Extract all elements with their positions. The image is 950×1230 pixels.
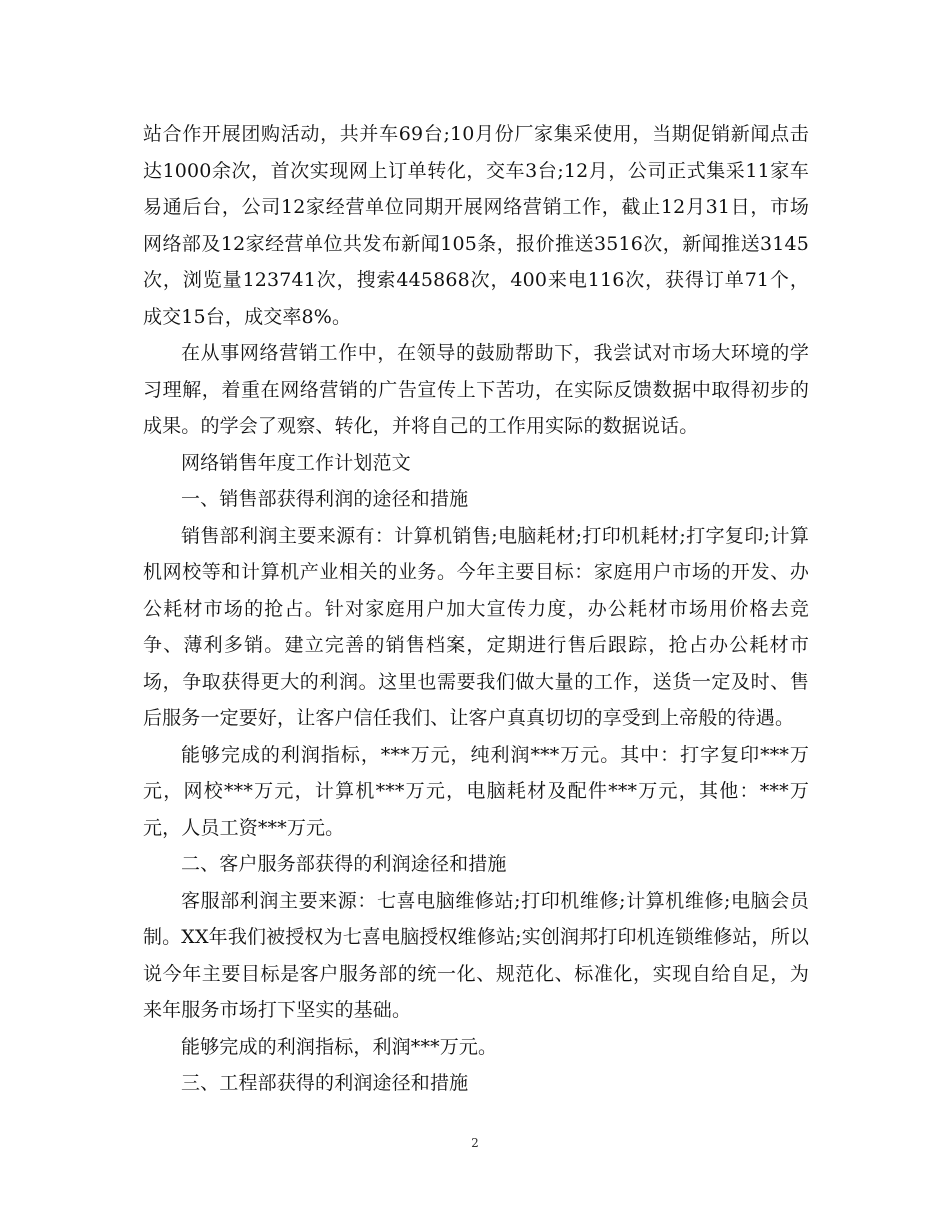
heading-engineering-department: 三、工程部获得的利润途径和措施 bbox=[181, 1072, 469, 1094]
paragraph-sales-profit-sources: 销售部利润主要来源有：计算机销售;电脑耗材;打印机耗材;打字复印;计算机网校等和计算机产业相关的业务。今年主要目标：家庭用户市场的开发、办公耗材市场的抢占。针对家庭用户加大宣传力度，办公耗材市场用价格去竞争、薄利多销。建立完善的销售档案，定期进行售后跟踪，抢占办公耗材市场，争取获得更大的利润。这里也需要我们做大量的工作，送货一定及时、售后服务一定要好，让客户信任我们、让客户真真切切的享受到上帝般的待遇。 bbox=[143, 524, 809, 729]
heading-sales-department: 一、销售部获得利润的途径和措施 bbox=[181, 488, 469, 510]
heading-customer-service-department: 二、客户服务部获得的利润途径和措施 bbox=[181, 853, 507, 875]
paragraph-service-profit-targets: 能够完成的利润指标，利润***万元。 bbox=[181, 1035, 498, 1058]
paragraph-1: 站合作开展团购活动，共并车69台;10月份厂家集采使用，当期促销新闻点击达1000余次，首次实现网上订单转化，交车3台;12月，公司正式集采11家车易通后台，公司12家经营单位同期开展网络营销工作，截止12月31日，市场网络部及12家经营单位共发布新闻105条，报价推送3516次，新闻推送3145次，浏览量123741次，搜索445868次，400来电116次，获得订单71个，成交15台，成交率8%。 bbox=[143, 123, 809, 328]
document-body bbox=[143, 116, 809, 1102]
section-title: 网络销售年度工作计划范文 bbox=[181, 451, 411, 474]
paragraph-sales-profit-targets: 能够完成的利润指标，***万元，纯利润***万元。其中：打字复印***万元，网校***万元，计算机***万元，电脑耗材及配件***万元，其他：***万元，人员工资***万元。 bbox=[143, 743, 809, 839]
paragraph-2: 在从事网络营销工作中，在领导的鼓励帮助下，我尝试对市场大环境的学习理解，着重在网络营销的广告宣传上下苦功，在实际反馈数据中取得初步的成果。的学会了观察、转化，并将自己的工作用实际的数据说话。 bbox=[143, 342, 809, 437]
page-number: 2 bbox=[471, 1136, 479, 1150]
paragraph-service-profit-sources: 客服部利润主要来源：七喜电脑维修站;打印机维修;计算机维修;电脑会员制。XX年我们被授权为七喜电脑授权维修站;实创润邦打印机连锁维修站，所以说今年主要目标是客户服务部的统一化、规范化、标准化，实现自给自足，为来年服务市场打下坚实的基础。 bbox=[143, 889, 809, 1021]
